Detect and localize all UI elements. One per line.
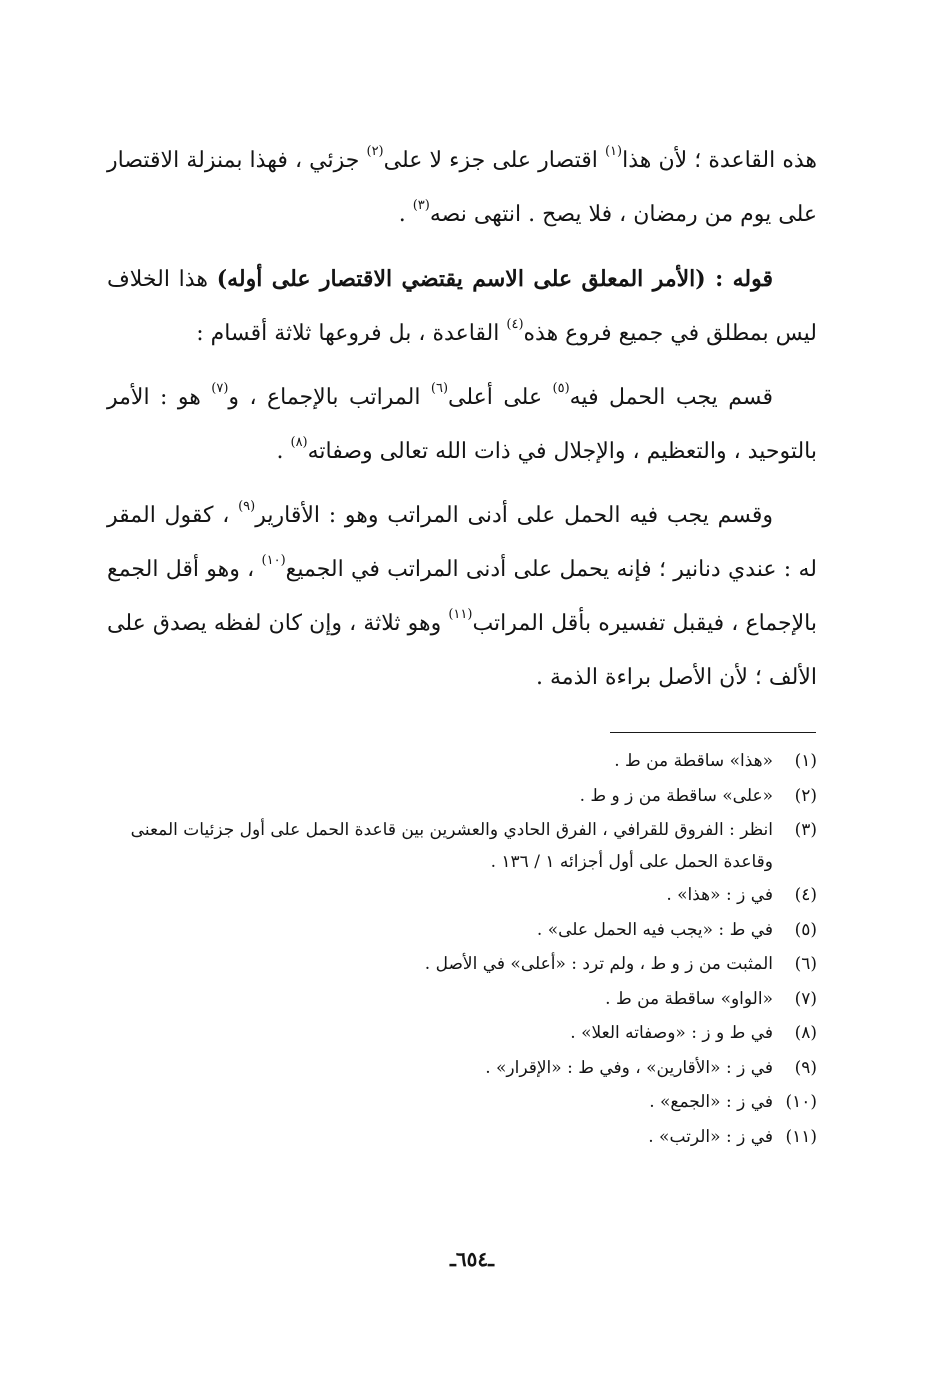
main-text <box>107 134 817 715</box>
text-run: ، وهو أقل الجمع بالإجماع ، فيقبل تفسيره بأقل المراتب <box>107 557 817 636</box>
paragraph-3 <box>107 371 817 479</box>
text-run: هذه القاعدة ؛ لأن هذا <box>622 148 817 173</box>
footnote-number: (٩) <box>794 1057 817 1078</box>
footnote-number: (١) <box>794 751 817 771</box>
footnote-ref-11: (١١) <box>448 606 473 622</box>
footnote-text: في ط : «يجب فيه الحمل على» . <box>536 919 773 940</box>
footnote-item <box>107 982 817 1017</box>
footnote-number: (٧) <box>794 988 817 1009</box>
text-run: ، كقول المقر له : عندي دنانير ؛ فإنه يحمل على أدنى المراتب في الجميع <box>107 503 817 582</box>
text-run: اقتصار على جزء لا على <box>383 148 605 173</box>
footnote-text: «على» ساقطة من ز و ط . <box>579 785 773 806</box>
footnote-ref-8: (٨) <box>290 434 308 450</box>
footnote-number: (١١) <box>785 1126 817 1147</box>
footnote-number: (٣) <box>794 820 817 840</box>
footnote-item <box>107 779 817 814</box>
footnote-text: في ز : «هذا» . <box>666 885 773 905</box>
footnote-item <box>107 1051 817 1086</box>
footnote-number: (٨) <box>794 1023 817 1043</box>
text-run: القاعدة ، بل فروعها ثلاثة أقسام : <box>196 321 507 346</box>
footnotes <box>107 744 817 1154</box>
text-run: وقسم يجب فيه الحمل على أدنى المراتب وهو : الأقارير <box>255 503 773 528</box>
footnote-item <box>107 1085 817 1120</box>
footnote-item <box>107 913 817 948</box>
footnote-text: في ط و ز : «وصفاته العلا» . <box>570 1023 773 1043</box>
paragraph-4 <box>107 489 817 705</box>
footnote-item <box>107 947 817 982</box>
text-run: جزئي ، فهذا بمنزلة الاقتصار على يوم من رمضان ، فلا يصح . انتهى نصه <box>107 148 817 227</box>
footnote-ref-6: (٦) <box>430 380 449 396</box>
footnote-item <box>107 813 817 878</box>
footnote-ref-7: (٧) <box>211 380 229 396</box>
footnote-number: (٥) <box>794 919 817 940</box>
footnote-text: «الواو» ساقطة من ط . <box>605 988 773 1009</box>
text-run: . <box>398 202 413 227</box>
footnote-text: انظر : الفروق للقرافي ، الفرق الحادي والعشرين بين قاعدة الحمل على أول جزئيات المعنى وقاعدة الحمل على أول أجزائه ١ / ١٣٦ . <box>130 820 773 872</box>
footnote-ref-2: (٢) <box>366 143 384 159</box>
page-number: ـ٦٥٤ـ <box>450 1247 494 1271</box>
footnote-item <box>107 878 817 913</box>
commentary-lead: قوله : <box>705 266 773 292</box>
footnote-ref-1: (١) <box>604 143 623 159</box>
footnote-number: (٦) <box>794 954 817 974</box>
footnote-item <box>107 1120 817 1155</box>
footnote-ref-3: (٣) <box>412 197 430 213</box>
footnote-text: في ز : «الرتب» . <box>648 1126 773 1147</box>
footnote-text: «هذا» ساقطة من ط . <box>614 751 773 771</box>
text-run: هو : الأمر بالتوحيد ، والتعظيم ، والإجلال في ذات الله تعالى وصفاته <box>107 385 817 464</box>
footnote-number: (١٠) <box>785 1092 817 1112</box>
text-run: على أعلى <box>448 385 553 410</box>
footnote-text: المثبت من ز و ط ، ولم ترد : «أعلى» في الأصل . <box>424 954 773 974</box>
text-run: وهو ثلاثة ، وإن كان لفظه يصدق على الألف ؛ لأن الأصل براءة الذمة . <box>107 611 817 690</box>
footnote-number: (٤) <box>794 885 817 905</box>
footnote-text: في ز : «الأقارين» ، وفي ط : «الإقرار» . <box>485 1057 773 1078</box>
quoted-matn: (الأمر المعلق على الاسم يقتضي الاقتصار على أوله) <box>216 266 706 292</box>
paragraph-1 <box>107 134 817 242</box>
text-run: هذا الخلاف ليس بمطلق في جميع فروع هذه <box>107 267 817 346</box>
footnote-item <box>107 744 817 779</box>
text-run: . <box>276 439 291 464</box>
paragraph-2 <box>107 252 817 361</box>
footnote-ref-10: (١٠) <box>261 552 286 568</box>
text-run: المراتب بالإجماع ، و <box>228 385 431 410</box>
footnote-separator <box>610 732 816 733</box>
footnote-number: (٢) <box>794 785 817 806</box>
footnote-item <box>107 1016 817 1051</box>
footnote-ref-5: (٥) <box>552 380 570 396</box>
footnote-ref-9: (٩) <box>238 498 256 514</box>
text-run: قسم يجب الحمل فيه <box>569 385 773 410</box>
footnote-ref-4: (٤) <box>506 316 524 332</box>
footnote-text: في ز : «الجمع» . <box>649 1092 773 1112</box>
